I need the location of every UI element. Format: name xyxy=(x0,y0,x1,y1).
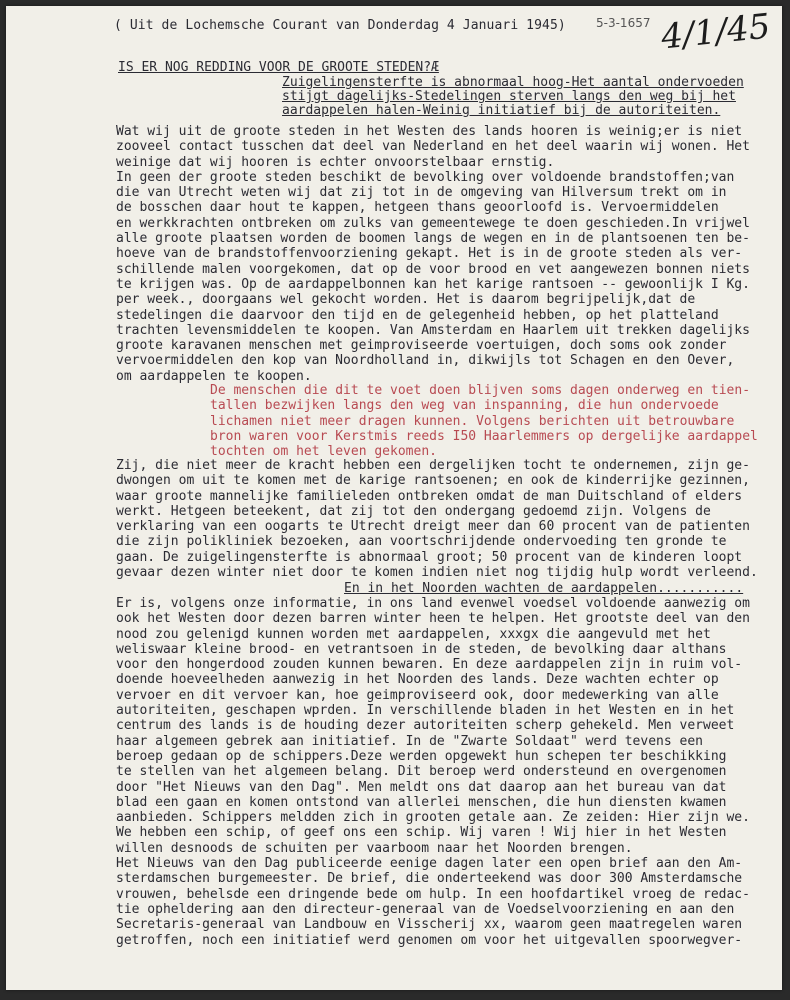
text-line: nood zou gelenigd kunnen worden met aardappelen, xxxgx die aangevuld met het xyxy=(116,626,711,642)
paragraph-2 xyxy=(116,458,758,580)
text-line: om aardappelen te koopen. xyxy=(116,368,312,384)
text-line: Secretaris-generaal van Landbouw en Visscherij xx, waarom geen maatregelen waren xyxy=(116,917,743,933)
text-line: dwongen om uit te komen met de karige rantsoenen; en ook de kinderrijke gezinnen, xyxy=(116,473,750,489)
section-heading: En in het Noorden wachten de aardappelen........... xyxy=(344,581,744,596)
text-line: We hebben een schip, of geef ons een schip. Wij varen ! Wij hier in het Westen xyxy=(116,825,727,841)
text-line: centrum des lands is de houding dezer autoriteiten scherp gehekeld. Men verweet xyxy=(116,718,735,734)
text-line: aanbieden. Schippers meldden zich in grooten getale aan. Ze zeiden: Hier zijn we. xyxy=(116,810,750,826)
text-line: sterdamschen burgemeester. De brief, die onderteekend was door 300 Amsterdamsche xyxy=(116,871,743,887)
text-line: vrouwen, behelsde een dringende bede om hulp. In een hoofdartikel vroeg de redac- xyxy=(116,886,750,902)
text-line: hoeve van de brandstoffenvoorziening gekapt. Het is in de groote steden als ver- xyxy=(116,246,743,262)
text-line: te krijgen was. Op de aardappelbonnen kan het karige rantsoen -- gewoonlijk I Kg. xyxy=(116,276,750,292)
text-line: per week., doorgaans wel gekocht worden. Het is daarom begrijpelijk,dat de xyxy=(116,292,696,308)
text-line: vervoer en dit vervoer kan, hoe geimproviseerd ook, door medewerking van alle xyxy=(116,687,719,703)
text-line: waar groote mannelijke familieleden ontbreken omdat de man Duitschland of elders xyxy=(116,488,743,504)
text-line: Zij, die niet meer de kracht hebben een dergelijken tocht te ondernemen, zijn ge- xyxy=(116,458,750,473)
text-line: de bosschen daar hout te kappen, hetgeen thans geoorloofd is. Vervoermiddelen xyxy=(116,200,719,216)
text-line: stijgt dagelijks-Stedelingen sterven langs den weg bij het xyxy=(282,89,736,104)
text-line: voor den hongerdood zouden kunnen bewaren. En deze aardappelen zijn in ruim vol- xyxy=(116,657,743,673)
text-line: Zuigelingensterfte is abnormaal hoog-Het aantal ondervoeden xyxy=(282,75,744,90)
text-line: getroffen, noch een initiatief werd genomen om voor het uitgevallen spoorwegver- xyxy=(116,932,743,948)
quote-block xyxy=(210,383,758,459)
text-line: De menschen die dit te voet doen blijven soms dagen onderweg en tien- xyxy=(210,383,751,398)
text-line: trachten levensmiddelen te koopen. Van Amsterdam en Haarlem uit trekken dagelijks xyxy=(116,322,750,338)
document-page xyxy=(6,6,782,990)
text-line: Het Nieuws van den Dag publiceerde eenige dagen later een open brief aan den Am- xyxy=(116,856,743,872)
text-line: schillende malen voorgekomen, dat op de voor brood en vet aangewezen bonnen niets xyxy=(116,261,750,277)
text-line: Wat wij uit de groote steden in het Westen des lands hooren is weinig;er is niet xyxy=(116,124,743,139)
handwritten-date: 4/1/45 xyxy=(659,6,773,58)
text-line: die zijn polikliniek bezoeken, aan voortschrijdende ondervoeding ten gronde te xyxy=(116,534,727,550)
text-line: lichamen niet meer dragen kunnen. Volgens berichten uit betrouwbare xyxy=(210,413,735,429)
text-line: vervoermiddelen den kop van Noordholland in, dikwijls tot Schagen en den Oever, xyxy=(116,353,735,369)
text-line: tallen bezwijken langs den weg van inspanning, die hun ondervoede xyxy=(210,398,719,414)
text-line: aardappelen halen-Weinig initiatief bij de autoriteiten. xyxy=(282,103,721,118)
text-line: groote karavanen menschen met geimproviseerde voertuigen, doch soms ook zonder xyxy=(116,338,727,354)
text-line: zooveel contact tusschen dat deel van Nederland en het deel waarin wij wonen. Het xyxy=(116,139,750,155)
text-line: haar algemeen gebrek aan initiatief. In de "Zwarte Soldaat" werd tevens een xyxy=(116,733,703,749)
text-line: ook het Westen door dezen barren winter heen te helpen. Het grootste deel van den xyxy=(116,611,750,627)
text-line: tochten om het leven gekomen. xyxy=(210,444,437,460)
text-line: die van Utrecht weten wij dat zij tot in de omgeving van Hilversum trekt om in xyxy=(116,185,727,201)
text-line: verklaring van een oogarts te Utrecht dreigt meer dan 60 procent van de patienten xyxy=(116,519,750,535)
text-line: weinige dat wij hooren is echter onvoorstelbaar ernstig. xyxy=(116,154,555,170)
text-line: autoriteiten, geschapen wprden. In verschillende bladen in het Westen en in het xyxy=(116,703,735,719)
article-subtitle xyxy=(282,76,744,118)
text-line: beroep gedaan op de schippers.Deze werden opgewekt hun schepen ter beschikking xyxy=(116,748,727,764)
text-line: willen desnoods de schuiten per vaarboom naar het Noorden brengen. xyxy=(116,840,633,856)
text-line: door "Het Nieuws van den Dag". Men meldt ons dat daarop aan het bureau van dat xyxy=(116,779,727,795)
text-line: In geen der groote steden beschikt de bevolking over voldoende brandstoffen;van xyxy=(116,169,735,185)
text-line: weliswaar kleine brood- en vetrantsoen in de steden, de bevolking daar althans xyxy=(116,641,727,657)
text-line: Er is, volgens onze informatie, in ons land evenwel voedsel voldoende aanwezig om xyxy=(116,596,750,611)
text-line: stedelingen die daarvoor den tijd en de gelegenheid hebben, op het platteland xyxy=(116,307,719,323)
text-line: werkt. Hetgeen beteekent, dat zij tot den ondergang gedoemd zijn. Volgens de xyxy=(116,503,711,519)
text-line: te stellen van het algemeen belang. Dit beroep werd ondersteund en overgenomen xyxy=(116,764,727,780)
article-title: IS ER NOG REDDING VOOR DE GROOTE STEDEN?Æ xyxy=(118,60,439,75)
text-line: doende hoeveelheden aanwezig in het Noorden des lands. Deze wachten echter op xyxy=(116,672,719,688)
text-line: gaan. De zuigelingensterfte is abnormaal groot; 50 procent van de kinderen loopt xyxy=(116,549,743,565)
text-line: tie opheldering aan den directeur-generaal van de Voedselvoorziening en aan den xyxy=(116,901,735,917)
text-line: blad een gaan en komen ontstond van allerlei menschen, die hun diensten kwamen xyxy=(116,794,727,810)
paragraph-1 xyxy=(116,124,750,384)
text-line: alle groote plaatsen worden de boomen langs de wegen en in de plantsoenen ten be- xyxy=(116,231,750,247)
paragraph-3 xyxy=(116,596,750,948)
source-line: ( Uit de Lochemsche Courant van Donderdag 4 Januari 1945) xyxy=(114,18,566,33)
text-line: gevaar dezen winter niet door te komen indien niet nog tijdig hulp wordt verleend. xyxy=(116,565,758,581)
text-line: en werkkrachten ontbreken om zulks van gemeentewege te doen geschieden.In vrijwel xyxy=(116,215,750,231)
archive-stamp: 5-3-1657 xyxy=(596,16,651,30)
text-line: bron waren voor Kerstmis reeds I50 Haarlemmers op dergelijke aardappel xyxy=(210,428,758,444)
